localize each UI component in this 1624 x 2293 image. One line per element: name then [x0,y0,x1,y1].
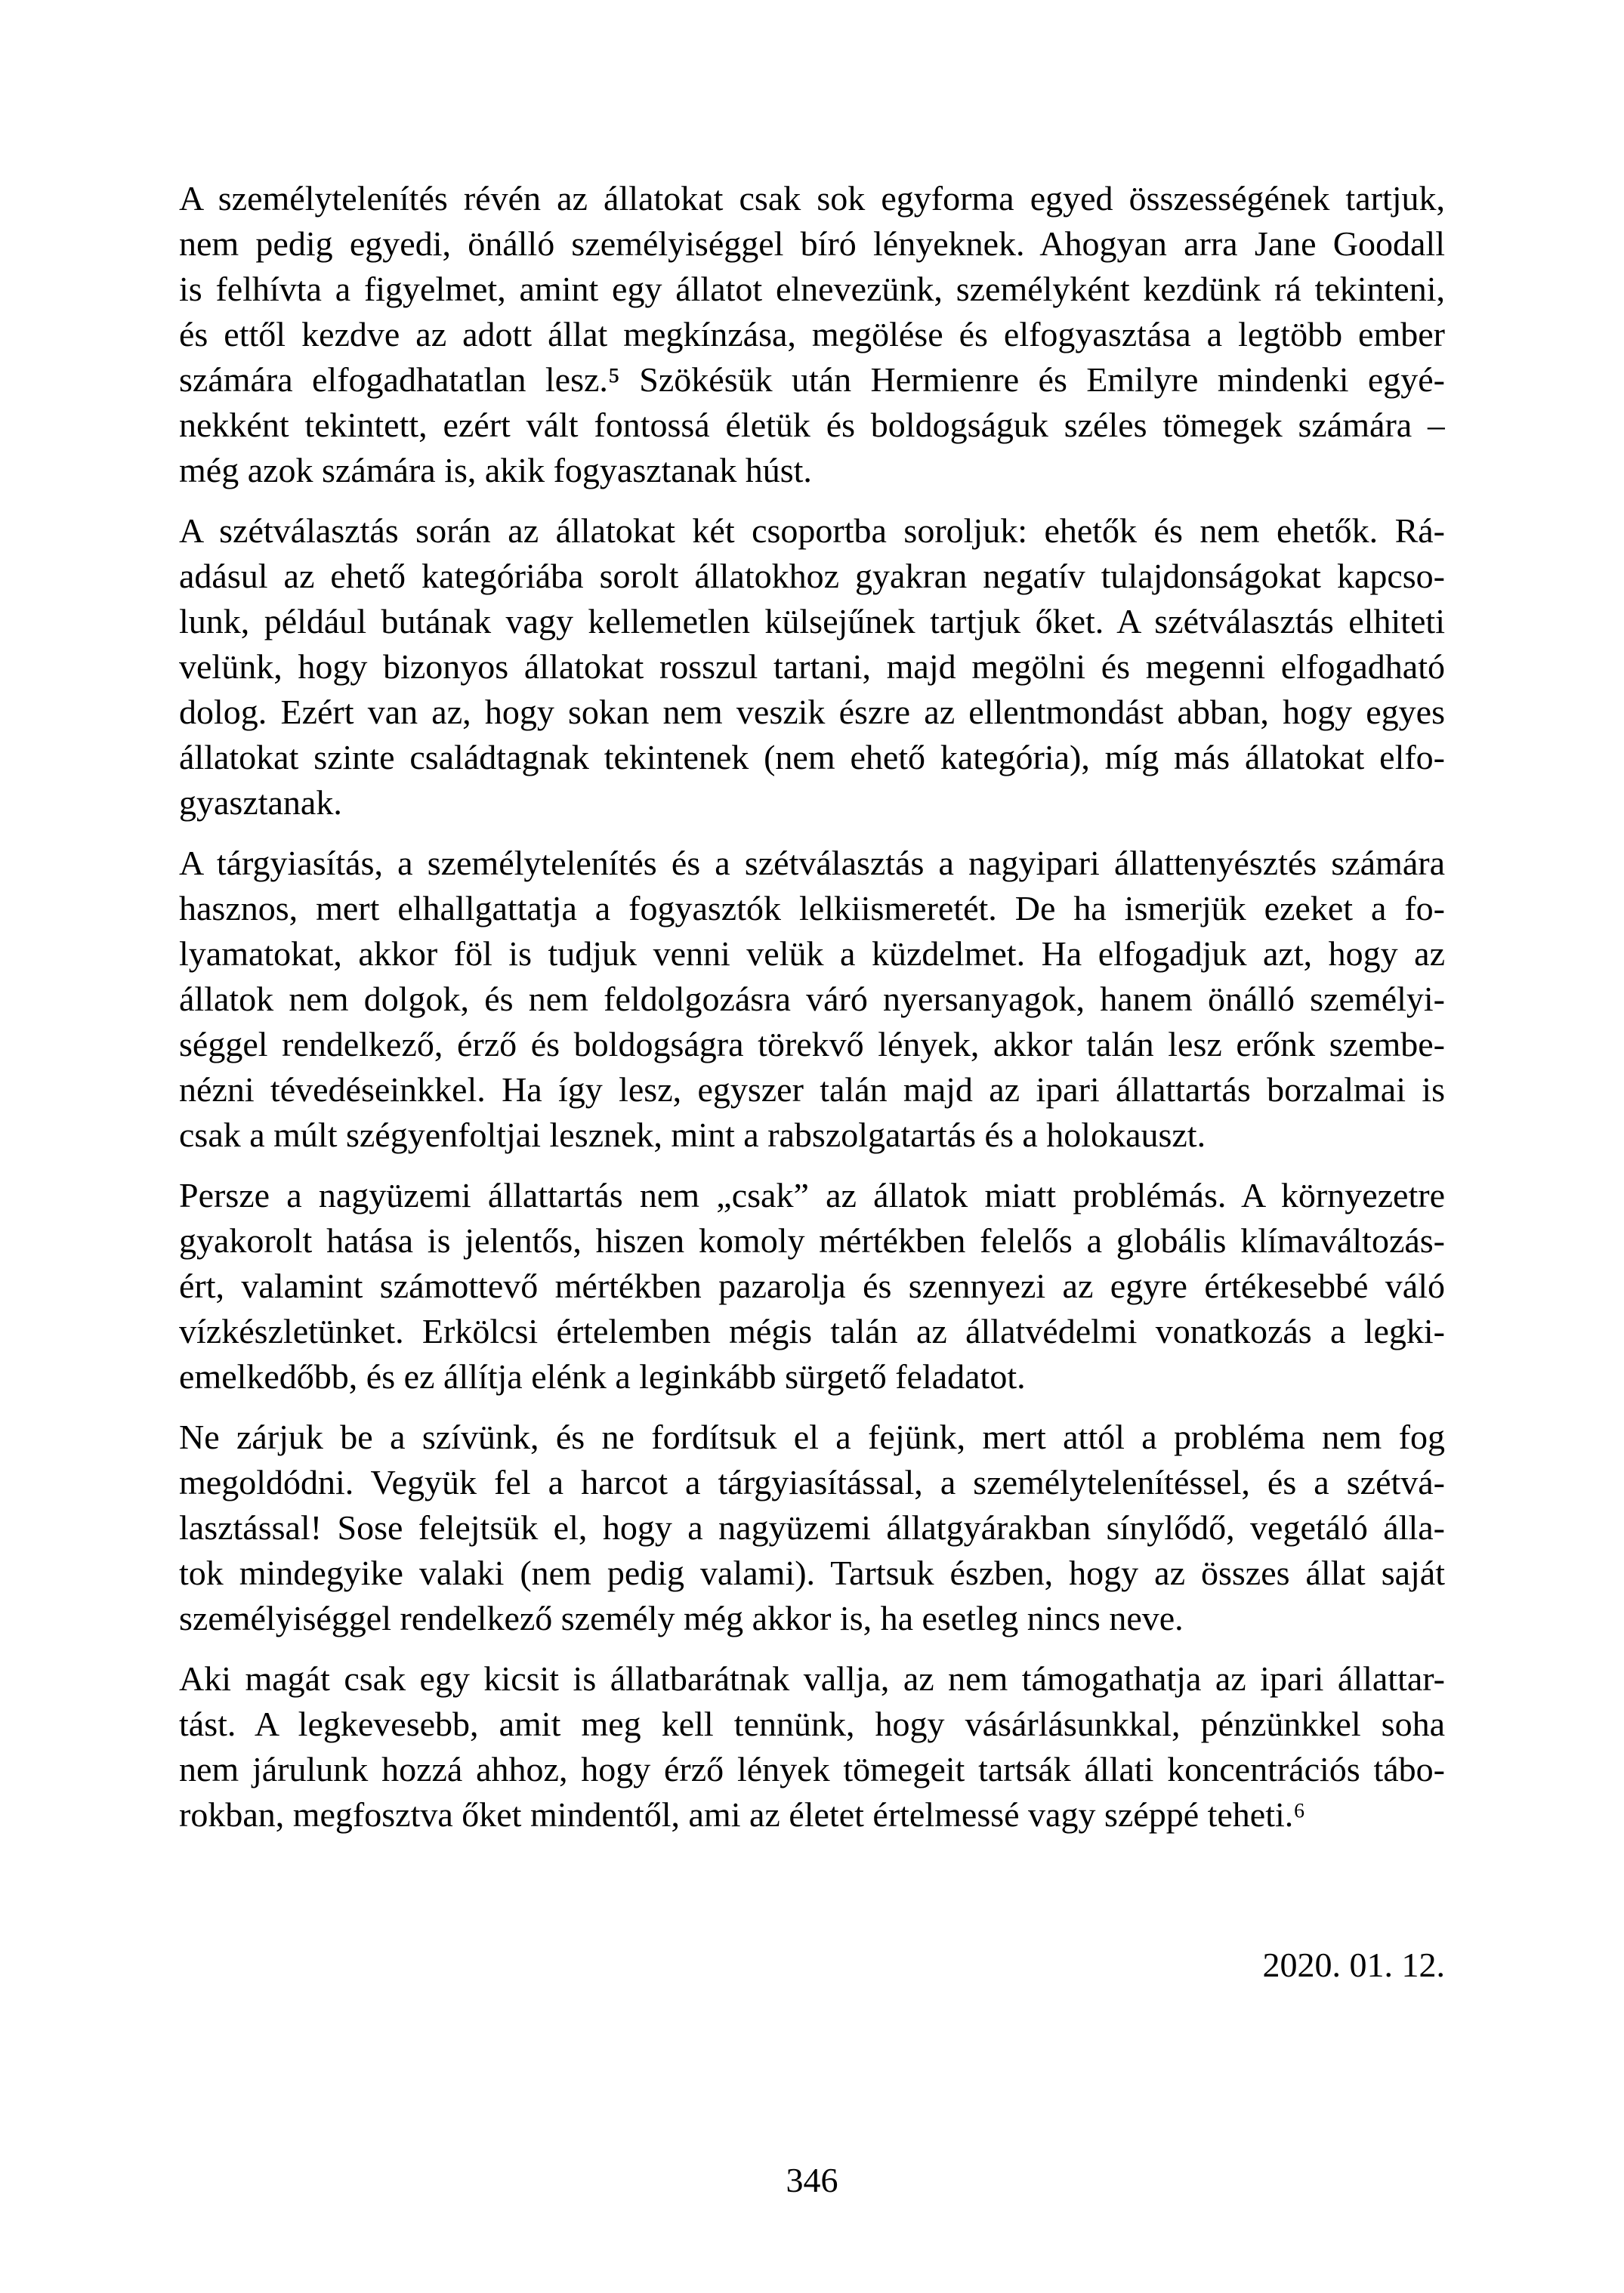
text-line: nekként tekintett, ezért vált fontossá életük és boldogságuk széles tömegek számára – [179,406,1445,444]
date-line: 2020. 01. 12. [1262,1946,1445,1984]
text-line: személyiséggel rendelkező személy még akkor is, ha esetleg nincs neve. [179,1599,1184,1637]
text-line: és ettől kezdve az adott állat megkínzása, megölése és elfogyasztása a legtöbb ember [179,315,1445,353]
text-line: tok mindegyike valaki (nem pedig valami). Tartsuk észben, hogy az összes állat saját [179,1554,1445,1592]
text-line: A személytelenítés révén az állatokat csak sok egyforma egyed összességének tartjuk, [179,179,1445,218]
text-line: gyakorolt hatása is jelentős, hiszen komoly mértékben felelős a globális klímaváltozás- [179,1221,1445,1260]
paragraph [179,1656,1445,1838]
text-line: megoldódni. Vegyük fel a harcot a tárgyiasítással, a személytelenítéssel, és a szétvá- [179,1463,1445,1501]
text-line: lyamatokat, akkor föl is tudjuk venni velük a küzdelmet. Ha elfogadjuk azt, hogy az [179,934,1445,973]
text-line: A tárgyiasítás, a személytelenítés és a szétválasztás a nagyipari állattenyésztés számára [179,844,1445,882]
paragraph [179,1173,1445,1400]
paragraph [179,841,1445,1158]
text-line: csak a múlt szégyenfoltjai lesznek, mint a rabszolgatartás és a holokauszt. [179,1116,1206,1154]
text-line: tást. A legkevesebb, amit meg kell tennünk, hogy vásárlásunkkal, pénzünkkel soha [179,1705,1445,1743]
text-line: emelkedőbb, és ez állítja elénk a leginkább sürgető feladatot. [179,1357,1026,1396]
body-text [179,176,1445,2203]
text-line: velünk, hogy bizonyos állatokat rosszul tartani, majd megölni és megenni elfogadható [179,647,1445,686]
text-line: is felhívta a figyelmet, amint egy állatot elnevezünk, személyként kezdünk rá tekinteni, [179,270,1445,308]
text-line: nem járulunk hozzá ahhoz, hogy érző lények tömegeit tartsák állati koncentrációs tábo- [179,1750,1445,1788]
text-line: állatokat szinte családtagnak tekintenek (nem ehető kategória), míg más állatokat elfo- [179,738,1445,776]
paragraph [179,1415,1445,1641]
text-line: A szétválasztás során az állatokat két csoportba soroljuk: ehetők és nem ehetők. Rá- [179,511,1445,550]
text-line: séggel rendelkező, érző és boldogságra törekvő lények, akkor talán lesz erőnk szembe- [179,1025,1445,1063]
paragraph [179,176,1445,493]
paragraph [179,508,1445,826]
text-line: dolog. Ezért van az, hogy sokan nem veszik észre az ellentmondást abban, hogy egyes [179,693,1445,731]
text-line: gyasztanak. [179,783,342,822]
text-line: Ne zárjuk be a szívünk, és ne fordítsuk el a fejünk, mert attól a probléma nem fog [179,1418,1445,1456]
text-line: vízkészletünket. Erkölcsi értelemben mégis talán az állatvédelmi vonatkozás a legki- [179,1312,1445,1350]
text-line: nézni tévedéseinkkel. Ha így lesz, egyszer talán majd az ipari állattartás borzalmai is [179,1070,1445,1109]
text-line: rokban, megfosztva őket mindentől, ami az életet értelmessé vagy széppé teheti.⁶ [179,1795,1306,1834]
page-number: 346 [786,2161,838,2199]
text-line: Aki magát csak egy kicsit is állatbarátnak vallja, az nem támogathatja az ipari állattar- [179,1659,1445,1698]
text-line: adásul az ehető kategóriába sorolt állatokhoz gyakran negatív tulajdonságokat kapcso- [179,557,1445,595]
paragraphs-container [179,176,1445,1838]
text-line: lasztással! Sose felejtsük el, hogy a nagyüzemi állatgyárakban sínylődő, vegetáló álla- [179,1508,1445,1547]
text-line: nem pedig egyedi, önálló személyiséggel bíró lényeknek. Ahogyan arra Jane Goodall [179,224,1445,263]
text-line: számára elfogadhatatlan lesz.⁵ Szökésük után Hermienre és Emilyre mindenki egyé- [179,360,1445,399]
text-line: ért, valamint számottevő mértékben pazarolja és szennyezi az egyre értékesebbé váló [179,1267,1445,1305]
text-line: lunk, például butának vagy kellemetlen külsejűnek tartjuk őket. A szétválasztás elhiteti [179,602,1445,640]
text-line: Persze a nagyüzemi állattartás nem „csak” az állatok miatt problémás. A környezetre [179,1176,1445,1214]
text-line: állatok nem dolgok, és nem feldolgozásra váró nyersanyagok, hanem önálló személyi- [179,980,1445,1018]
text-line: még azok számára is, akik fogyasztanak húst. [179,451,812,489]
text-line: hasznos, mert elhallgattatja a fogyasztók lelkiismeretét. De ha ismerjük ezeket a fo- [179,889,1445,927]
